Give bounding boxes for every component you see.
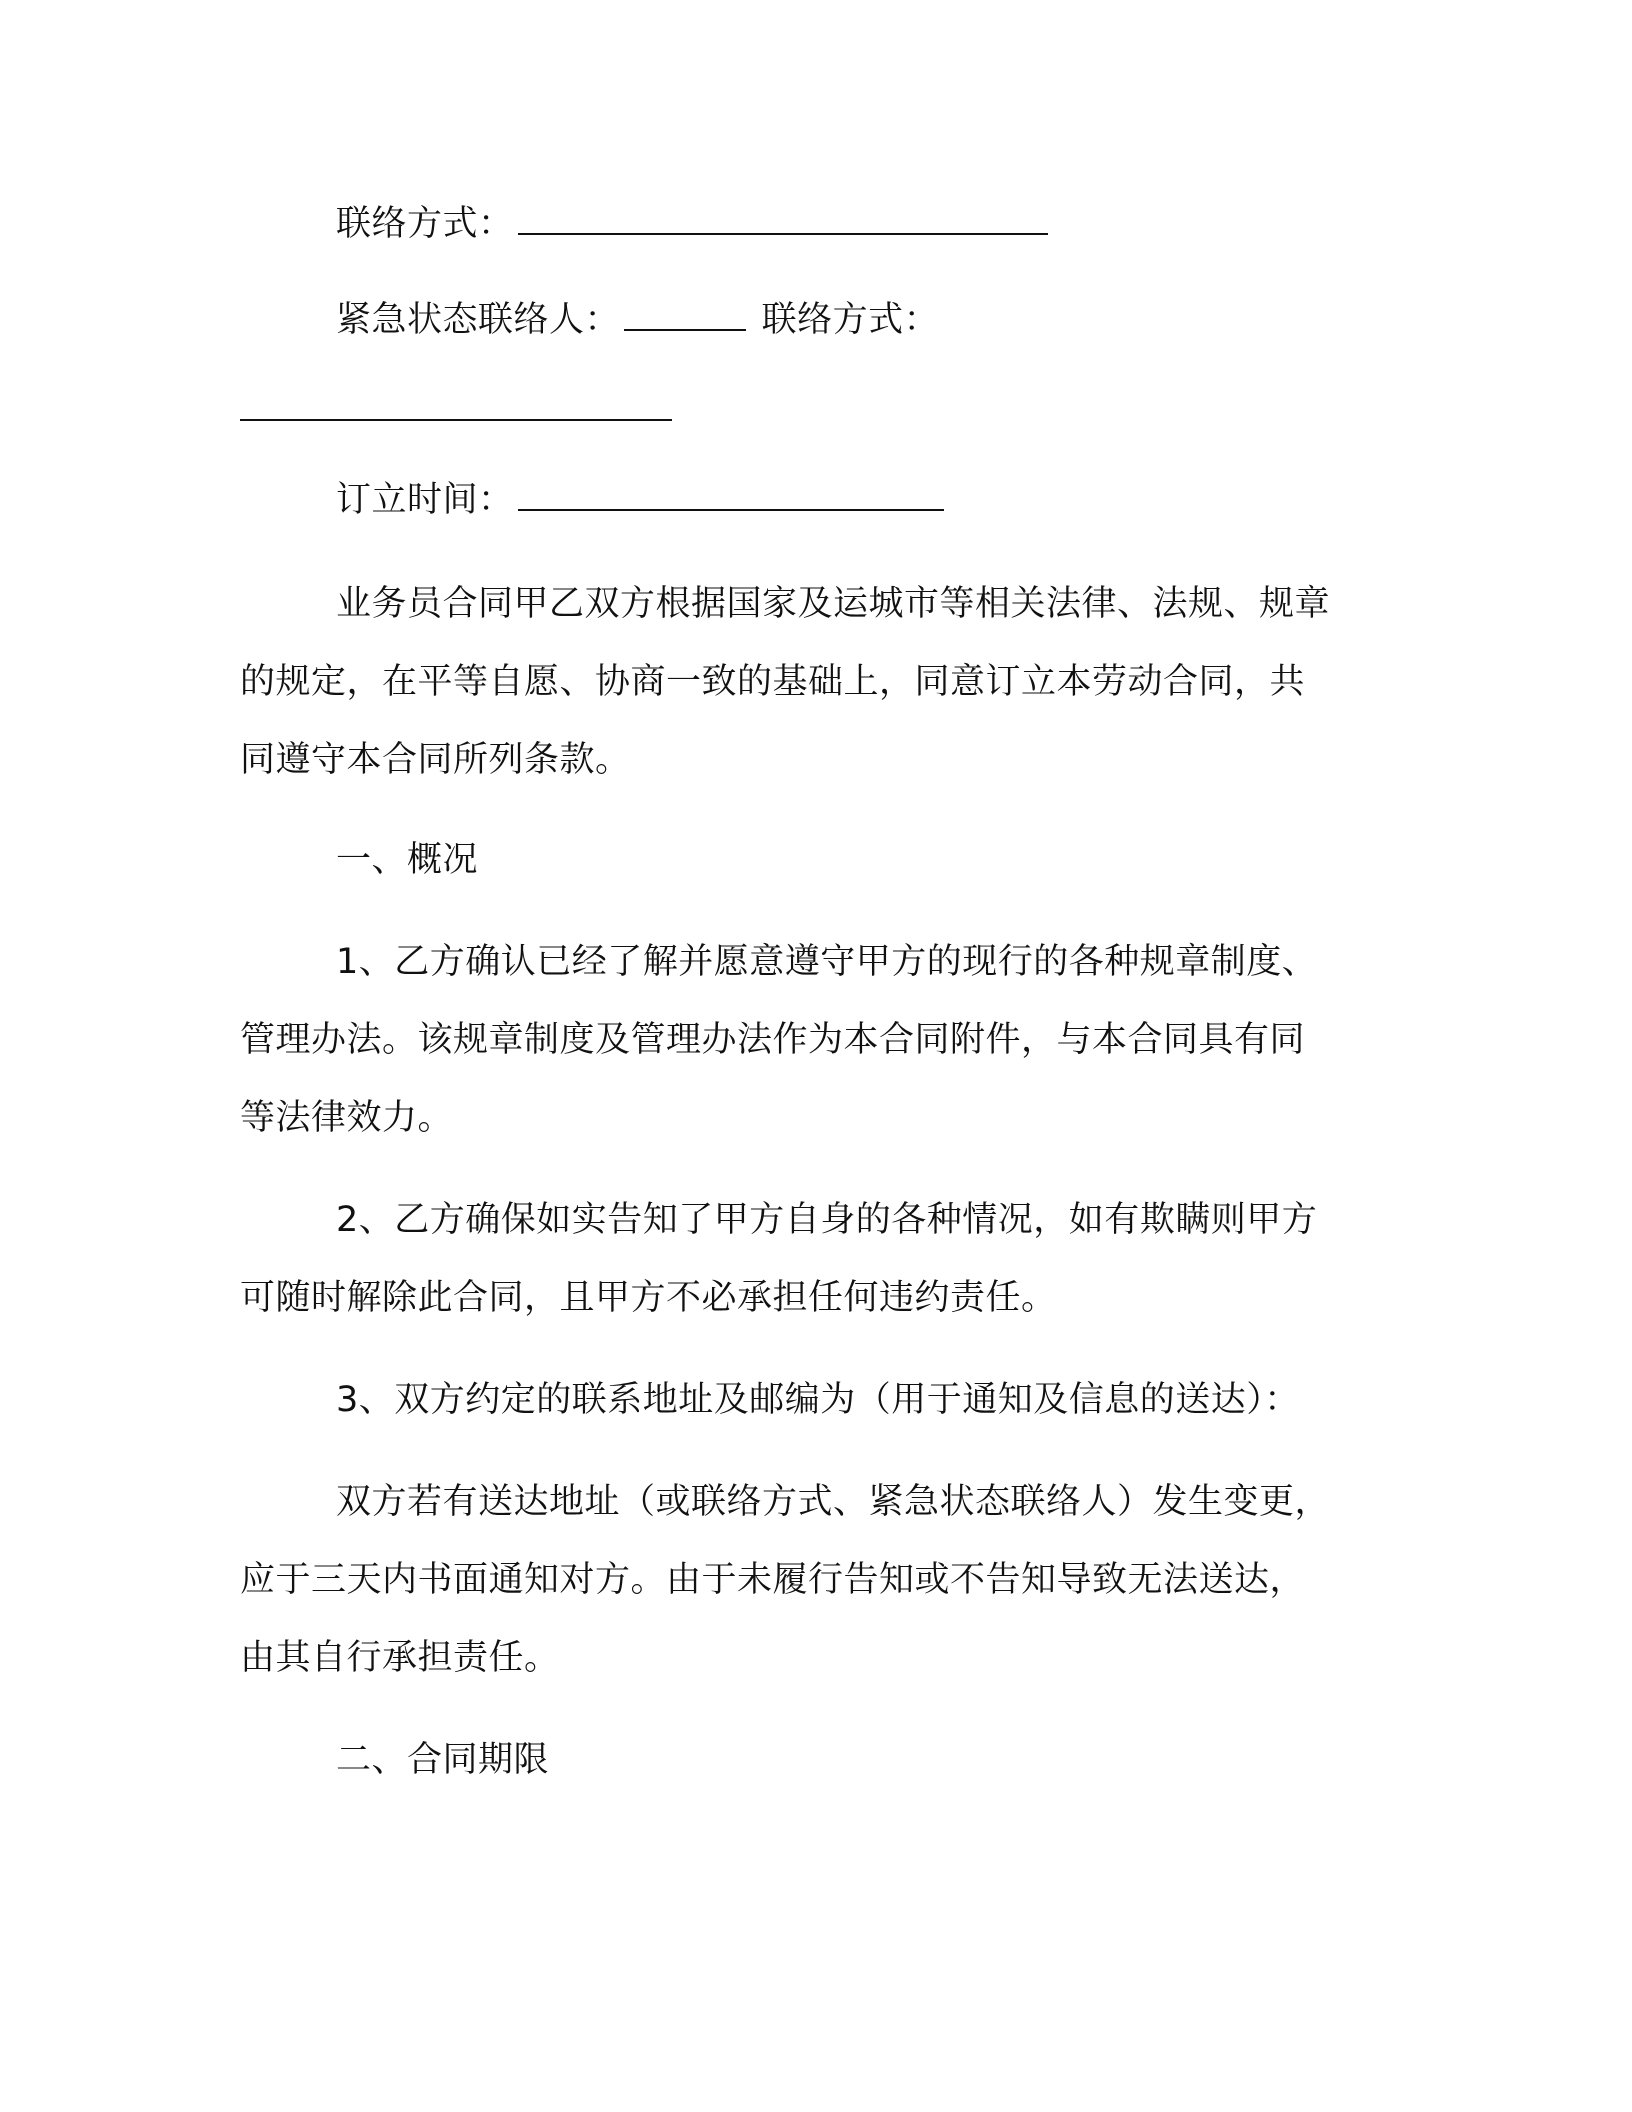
- intro-line-1: 业务员合同甲乙双方根据国家及运城市等相关法律、法规、规章: [336, 584, 1331, 624]
- signing-time-row: [336, 476, 1486, 524]
- note-line-3: 由其自行承担责任。: [240, 1638, 560, 1678]
- item-1-line-3: 等法律效力。: [240, 1098, 454, 1138]
- intro-line-2: 的规定，在平等自愿、协商一致的基础上，同意订立本劳动合同，共: [240, 662, 1306, 702]
- item-3-line-1: 3、双方约定的联系地址及邮编为（用于通知及信息的送达）：: [336, 1380, 1300, 1420]
- contact-label: 联络方式：: [336, 204, 514, 244]
- contact-field-row: [336, 200, 1486, 248]
- emergency-contact-blank: [624, 299, 746, 331]
- emergency-contact-method-blank-row: [240, 386, 1390, 434]
- emergency-contact-row: [336, 296, 1486, 344]
- item-1-line-2: 管理办法。该规章制度及管理办法作为本合同附件，与本合同具有同: [240, 1020, 1306, 1060]
- emergency-contact-method-label: 联络方式：: [761, 300, 940, 340]
- section-1-heading: 一、概况: [336, 840, 479, 880]
- emergency-contact-method-blank: [240, 389, 672, 421]
- signing-time-blank: [518, 479, 944, 511]
- item-1-line-1: 1、乙方确认已经了解并愿意遵守甲方的现行的各种规章制度、: [336, 942, 1318, 982]
- contact-blank: [518, 203, 1048, 235]
- intro-line-3: 同遵守本合同所列条款。: [240, 740, 631, 780]
- note-line-1: 双方若有送达地址（或联络方式、紧急状态联络人）发生变更，: [336, 1482, 1331, 1522]
- section-2-heading: 二、合同期限: [336, 1740, 550, 1780]
- item-2-line-1: 2、乙方确保如实告知了甲方自身的各种情况，如有欺瞒则甲方: [336, 1200, 1318, 1240]
- emergency-contact-label: 紧急状态联络人：: [336, 300, 621, 340]
- signing-time-label: 订立时间：: [336, 480, 514, 520]
- item-2-line-2: 可随时解除此合同，且甲方不必承担任何违约责任。: [240, 1278, 1057, 1318]
- note-line-2: 应于三天内书面通知对方。由于未履行告知或不告知导致无法送达，: [240, 1560, 1306, 1600]
